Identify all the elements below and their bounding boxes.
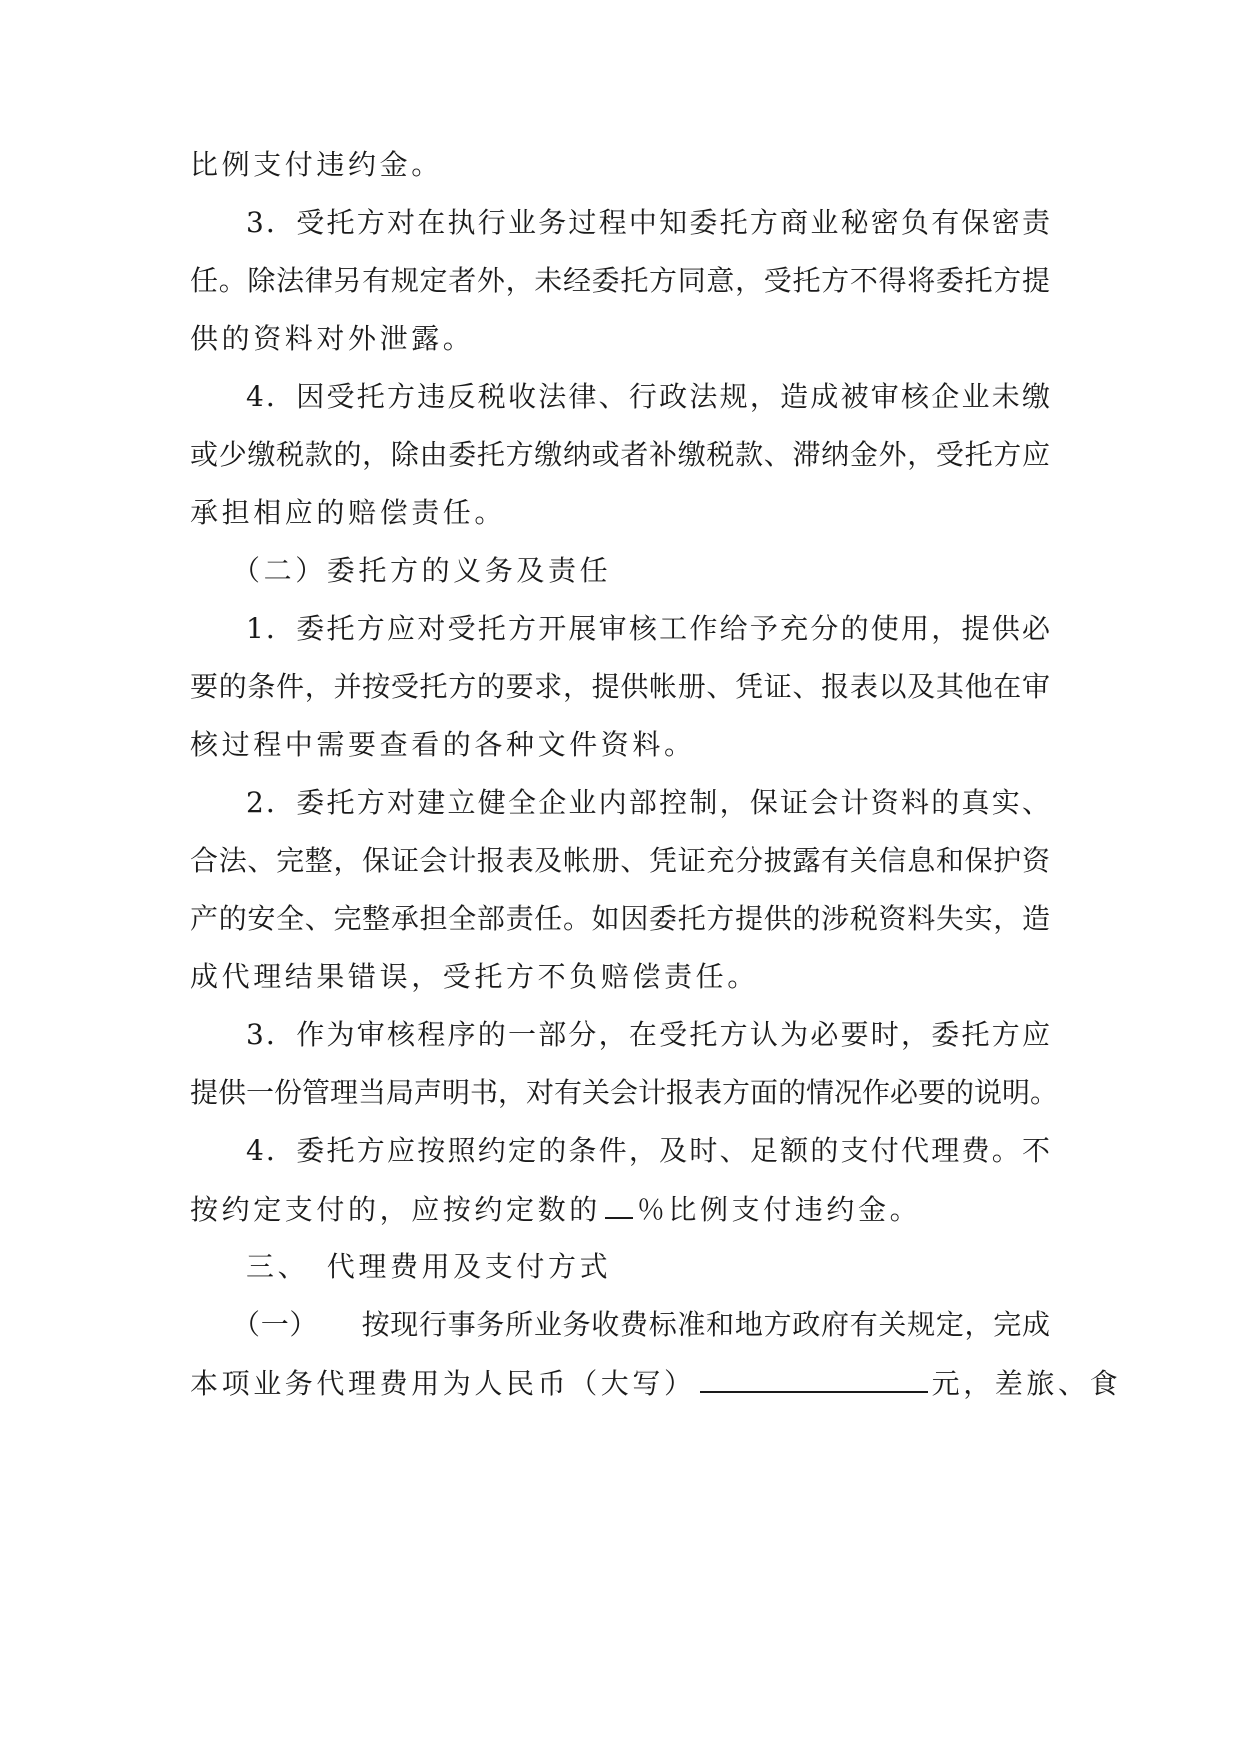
clause-4-line-2: 或少缴税款的，除由委托方缴纳或者补缴税款、滞纳金外，受托方应	[190, 438, 1050, 471]
client-clause-2-line-1: 2．委托方对建立健全企业内部控制，保证会计资料的真实、	[246, 786, 1050, 819]
client-clause-4-line-2	[190, 1191, 1050, 1227]
clause-text: 本项业务代理费用为人民币（大写）	[190, 1367, 696, 1400]
clause-3-line-3: 供的资料对外泄露。	[190, 322, 475, 355]
clause-text: ％比例支付违约金。	[636, 1193, 922, 1226]
client-clause-1-line-1: 1．委托方应对受托方开展审核工作给予充分的使用，提供必	[246, 612, 1050, 645]
clause-4-line-3: 承担相应的赔偿责任。	[190, 496, 507, 529]
client-clause-1-line-3: 核过程中需要查看的各种文件资料。	[190, 728, 696, 761]
section-heading-client-duties: （二）委托方的义务及责任	[232, 554, 612, 587]
penalty-rate-blank	[605, 1191, 633, 1219]
client-clause-2-line-4: 成代理结果错误，受托方不负赔偿责任。	[190, 960, 759, 993]
clause-3-line-1: 3．受托方对在执行业务过程中知委托方商业秘密负有保密责	[246, 206, 1050, 239]
client-clause-3-line-1: 3．作为审核程序的一部分，在受托方认为必要时，委托方应	[246, 1018, 1050, 1051]
clause-4-line-1: 4．因受托方违反税收法律、行政法规，造成被审核企业未缴	[246, 380, 1050, 413]
fees-clause-1-line-2	[190, 1365, 1122, 1401]
paragraph-line: 比例支付违约金。	[190, 148, 443, 181]
client-clause-3-line-2: 提供一份管理当局声明书，对有关会计报表方面的情况作必要的说明。	[190, 1076, 1059, 1109]
client-clause-4-line-1: 4．委托方应按照约定的条件，及时、足额的支付代理费。不	[246, 1134, 1050, 1167]
section-heading-fees: 三、 代理费用及支付方式	[246, 1250, 612, 1283]
clause-text: 元，差旅、食	[931, 1367, 1122, 1400]
clause-text: 按约定支付的，应按约定数的	[190, 1193, 601, 1226]
fee-amount-blank	[700, 1365, 928, 1393]
clause-3-line-2: 任。除法律另有规定者外，未经委托方同意，受托方不得将委托方提	[190, 264, 1050, 297]
client-clause-1-line-2: 要的条件，并按受托方的要求，提供帐册、凭证、报表以及其他在审	[190, 670, 1050, 703]
client-clause-2-line-3: 产的安全、完整承担全部责任。如因委托方提供的涉税资料失实，造	[190, 902, 1050, 935]
fees-clause-1-line-1: （一） 按现行事务所业务收费标准和地方政府有关规定，完成	[232, 1308, 1050, 1341]
client-clause-2-line-2: 合法、完整，保证会计报表及帐册、凭证充分披露有关信息和保护资	[190, 844, 1050, 877]
